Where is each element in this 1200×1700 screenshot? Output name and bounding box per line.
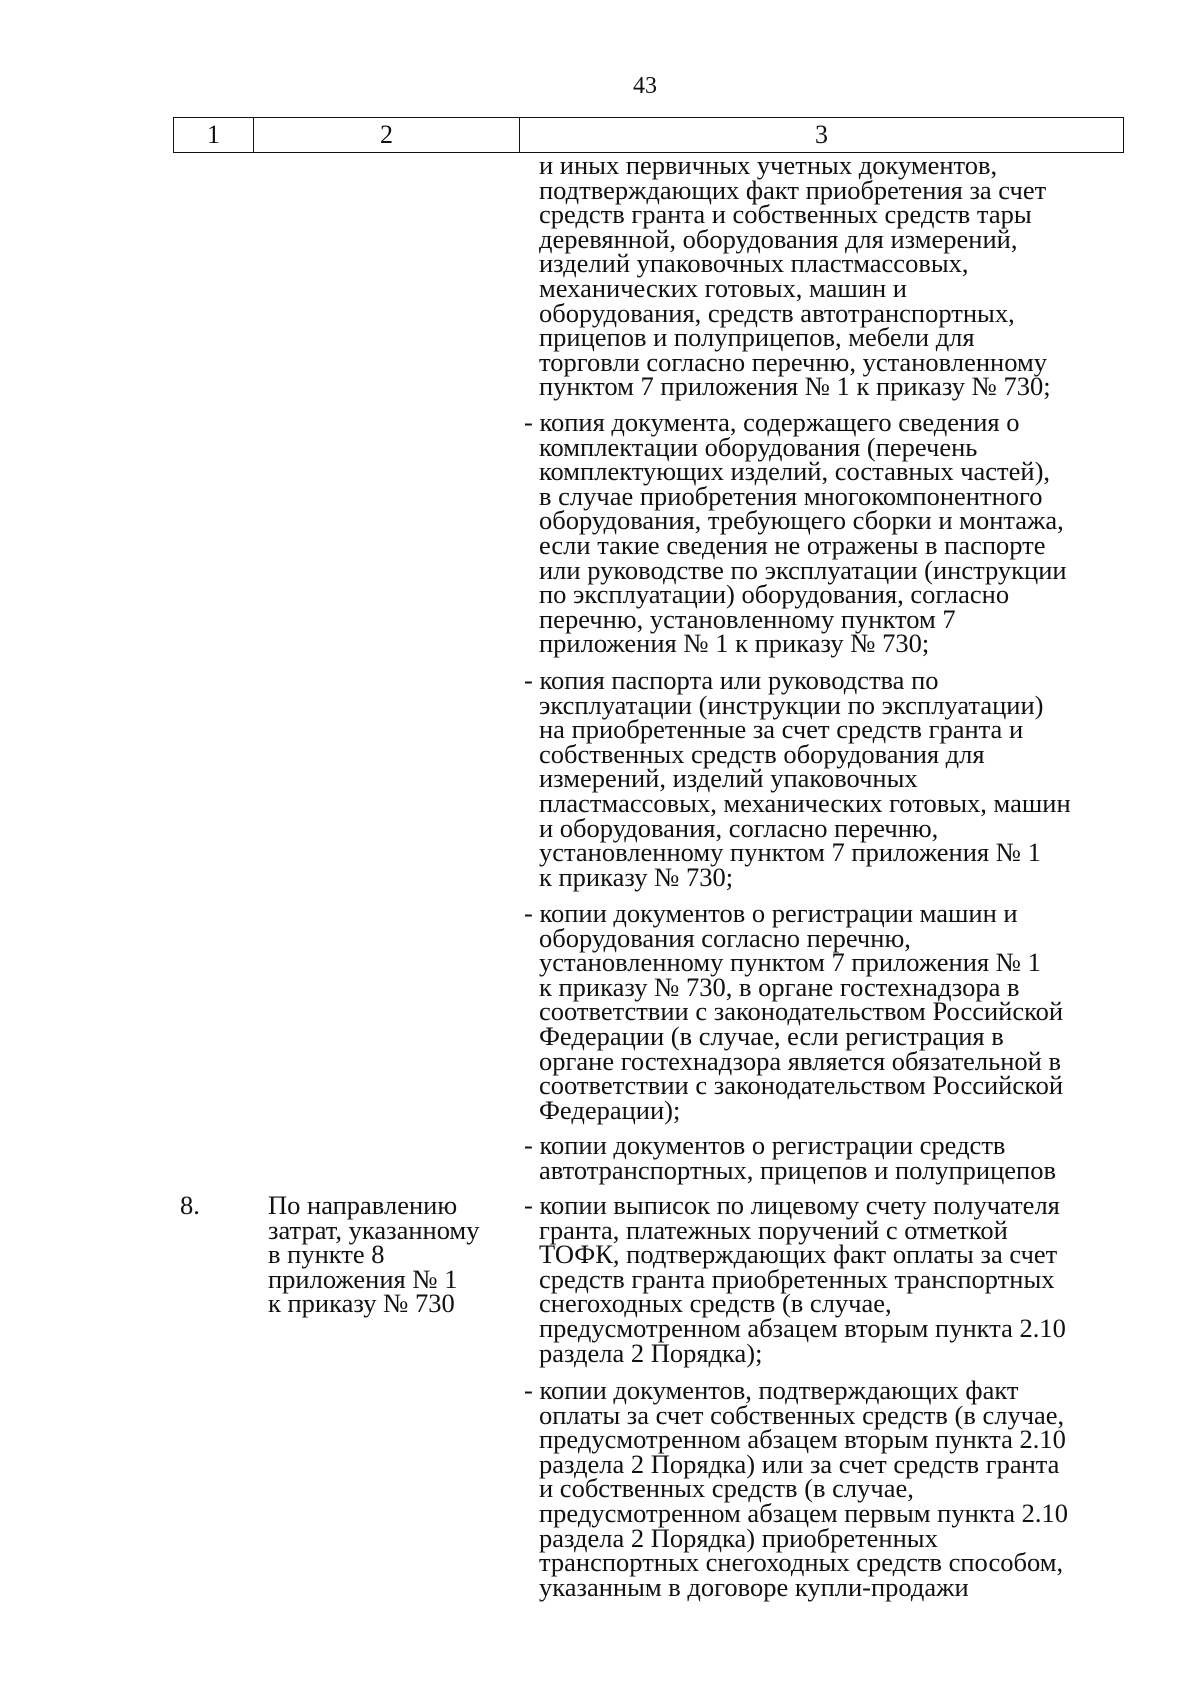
table-header-row <box>173 117 1124 153</box>
list-item-payment-documents <box>524 1375 1124 1602</box>
text-line: соответствии с законодательством Российской <box>539 996 1064 1027</box>
text-line: если такие сведения не отражены в паспорте <box>539 529 1046 560</box>
continuation-paragraph <box>524 150 1124 402</box>
text-line: средств гранта приобретенных транспортных <box>539 1263 1055 1294</box>
text-line: и оборудования, согласно перечню, <box>539 812 939 843</box>
text-line: пунктом 7 приложения № 1 к приказу № 730; <box>539 371 1051 402</box>
text-line: - копии документов о регистрации машин и <box>524 898 1018 928</box>
list-item-machine-registration <box>524 898 1124 1125</box>
text-line: раздела 2 Порядка); <box>539 1337 763 1368</box>
text-line: измерений, изделий упаковочных <box>539 763 918 794</box>
header-col-3: 3 <box>815 120 828 149</box>
text-line: оплаты за счет собственных средств (в случае, <box>539 1399 1065 1430</box>
row-number-8: 8. <box>180 1190 200 1220</box>
text-line: раздела 2 Порядка) приобретенных <box>539 1522 938 1553</box>
text-line: прицепов и полуприцепов, мебели для <box>539 322 975 353</box>
text-line: перечню, установленному пунктом 7 <box>539 603 956 634</box>
text-line: оборудования, требующего сборки и монтажа, <box>539 505 1064 536</box>
text-line: приложения № 1 <box>268 1263 458 1294</box>
text-line: пластмассовых, механических готовых, машин <box>539 787 1071 818</box>
text-line: комплектации оборудования (перечень <box>539 431 978 462</box>
text-line: к приказу № 730, в органе гостехнадзора в <box>539 971 1020 1002</box>
text-line: средств гранта и собственных средств тары <box>539 199 1032 230</box>
text-line: или руководстве по эксплуатации (инструкции <box>539 554 1067 585</box>
text-line: ТОФК, подтверждающих факт оплаты за счет <box>539 1239 1058 1270</box>
text-line: эксплуатации (инструкции по эксплуатации) <box>539 689 1044 720</box>
text-line: изделий упаковочных пластмассовых, <box>539 248 969 279</box>
text-line: - копия паспорта или руководства по <box>524 665 939 695</box>
page-number: 43 <box>633 73 657 99</box>
text-line: оборудования согласно перечню, <box>539 922 911 953</box>
text-line: собственных средств оборудования для <box>539 738 985 769</box>
text-line: раздела 2 Порядка) или за счет средств гранта <box>539 1448 1060 1479</box>
text-line: приложения № 1 к приказу № 730; <box>539 628 930 659</box>
text-line: Федерации (в случае, если регистрация в <box>539 1020 1004 1051</box>
text-line: механических готовых, машин и <box>539 272 907 303</box>
text-line: на приобретенные за счет средств гранта и <box>539 714 1024 745</box>
text-line: по эксплуатации) оборудования, согласно <box>539 579 1010 610</box>
text-line: транспортных снегоходных средств способом, <box>539 1547 1064 1578</box>
text-line: предусмотренном абзацем вторым пункта 2.10 <box>539 1312 1066 1343</box>
text-line: автотранспортных, прицепов и полуприцепов <box>539 1154 1056 1185</box>
text-line: органе гостехнадзора является обязательной в <box>539 1045 1061 1076</box>
text-line: - копии документов, подтверждающих факт <box>524 1375 1019 1405</box>
text-line: предусмотренном абзацем первым пункта 2.10 <box>539 1497 1068 1528</box>
list-item-account-statements <box>524 1190 1124 1368</box>
text-line: и собственных средств (в случае, <box>539 1473 914 1504</box>
text-line: к приказу № 730; <box>539 861 734 892</box>
text-line: установленному пунктом 7 приложения № 1 <box>539 837 1041 868</box>
text-line: Федерации); <box>539 1094 681 1125</box>
text-line: подтверждающих факт приобретения за счет <box>539 174 1047 205</box>
text-line: и иных первичных учетных документов, <box>539 150 998 180</box>
text-line: соответствии с законодательством Российской <box>539 1070 1064 1101</box>
list-item-equipment-set <box>524 407 1124 659</box>
text-line: в случае приобретения многокомпонентного <box>539 480 1043 511</box>
row8-direction-cell <box>268 1190 518 1319</box>
text-line: - копия документа, содержащего сведения о <box>524 407 1020 437</box>
text-line: установленному пунктом 7 приложения № 1 <box>539 947 1041 978</box>
text-line: предусмотренном абзацем вторым пункта 2.10 <box>539 1424 1066 1455</box>
list-item-passport-copy <box>524 665 1124 892</box>
header-col-1: 1 <box>174 118 254 152</box>
text-line: снегоходных средств (в случае, <box>539 1288 892 1319</box>
text-line: указанным в договоре купли-продажи <box>539 1571 969 1602</box>
list-item-vehicle-registration <box>524 1130 1124 1185</box>
text-line: затрат, указанному <box>268 1214 480 1245</box>
text-line: торговли согласно перечню, установленному <box>539 346 1047 377</box>
text-line: комплектующих изделий, составных частей), <box>539 456 1051 487</box>
text-line: гранта, платежных поручений с отметкой <box>539 1214 1008 1245</box>
text-line: деревянной, оборудования для измерений, <box>539 223 1018 254</box>
text-line: в пункте 8 <box>268 1239 385 1270</box>
header-col-2: 2 <box>254 118 520 152</box>
text-line: оборудования, средств автотранспортных, <box>539 297 1015 328</box>
text-line: к приказу № 730 <box>268 1288 455 1319</box>
text-line: По направлению <box>268 1190 458 1220</box>
text-line: - копии документов о регистрации средств <box>524 1130 1006 1160</box>
text-line: - копии выписок по лицевому счету получателя <box>524 1190 1060 1220</box>
